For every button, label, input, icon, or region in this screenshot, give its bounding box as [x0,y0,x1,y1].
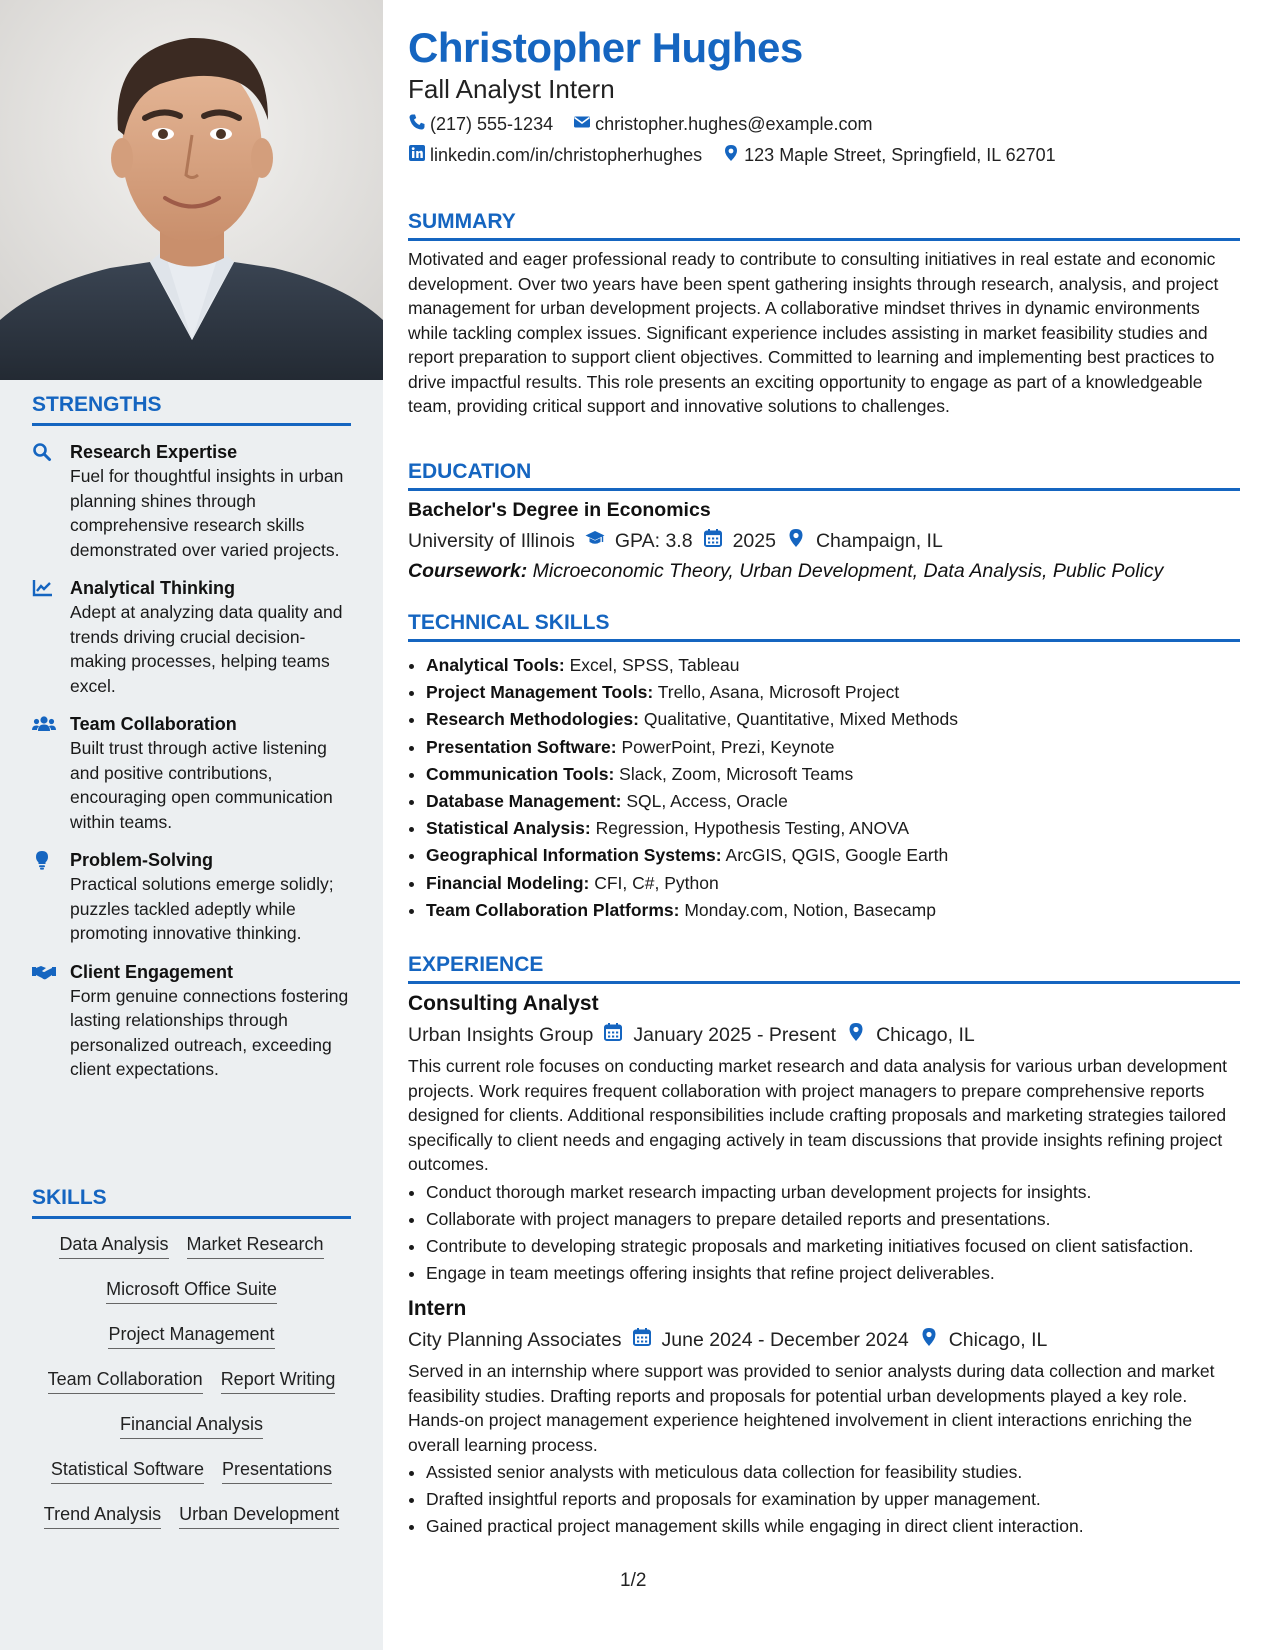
graduation-cap-icon [585,528,605,554]
profile-photo [0,0,383,380]
summary-title: SUMMARY [408,210,1240,241]
skill-value: Trello, Asana, Microsoft Project [657,682,900,703]
skill-label: Project Management Tools: [426,682,654,703]
coursework-list: Microeconomic Theory, Urban Development, Data Analysis, Public Policy [532,560,1164,582]
strength-desc: Built trust through active listening and positive contributions, encouraging open communication within teams. [70,738,333,832]
graduation-year: 2025 [732,529,776,552]
skill-label: Financial Modeling: [426,872,590,893]
job-entry [408,1297,1240,1539]
strengths-title: STRENGTHS [32,393,351,426]
skill-value: Excel, SPSS, Tableau [569,655,740,675]
strength-desc: Practical solutions emerge solidly; puzzles tackled adeptly while promoting innovative thinking. [70,874,334,943]
calendar-icon [632,1327,652,1353]
strength-title: Problem-Solving [70,850,214,870]
skill-value: Regression, Hypothesis Testing, ANOVA [595,818,910,839]
summary-section [408,210,1240,419]
education-title: EDUCATION [408,460,1240,491]
page-number: 1/2 [620,1570,647,1591]
job-bullets [408,1180,1240,1286]
users-icon [32,714,54,734]
company-name: Urban Insights Group [408,1023,594,1046]
job-title: Intern [408,1297,467,1320]
skill-tag: Presentations [222,1456,332,1484]
list-item: • Gained practical project management skills while engaging in direct client interaction. [426,1514,1240,1539]
list-item: • Conduct thorough market research impacting urban development projects for insights. [426,1180,1240,1205]
education-location: Champaign, IL [815,529,943,552]
skill-label: Research Methodologies: [426,709,639,730]
school-name: University of Illinois [408,529,575,552]
candidate-role: Fall Analyst Intern [408,74,615,104]
skill-value: CFI, C#, Python [594,872,719,893]
strength-title: Team Collaboration [70,714,237,734]
strengths-section [32,393,351,1082]
skill-value: Slack, Zoom, Microsoft Teams [619,763,854,784]
skill-tag: Data Analysis [59,1231,168,1259]
list-item [426,679,1240,706]
list-item [426,815,1240,842]
handshake-icon [32,962,54,982]
calendar-icon [703,528,723,554]
skill-tag: Market Research [187,1231,324,1259]
education-meta [408,528,1240,554]
skill-tag: Microsoft Office Suite [106,1276,277,1304]
education-section [408,460,1240,583]
strength-title: Client Engagement [70,961,234,982]
linkedin-icon [408,144,426,167]
phone-number[interactable]: (217) 555-1234 [430,114,554,134]
skill-tag: Team Collaboration [48,1366,203,1394]
strength-desc: Adept at analyzing data quality and trends driving crucial decision-making processes, helping teams excel. [70,602,343,696]
skill-label: Analytical Tools: [426,655,565,675]
list-item [426,734,1240,761]
strength-desc: Fuel for thoughtful insights in urban planning shines through comprehensive research skills demonstrated over varied projects. [70,466,344,560]
skill-tag: Report Writing [221,1366,336,1394]
strength-item [32,440,351,562]
list-item [426,842,1240,869]
job-dates: June 2024 - December 2024 [661,1328,909,1351]
technical-skills-title: TECHNICAL SKILLS [408,611,1240,642]
skills-list [32,1231,351,1546]
contact-row [408,144,1056,167]
list-item: • Assisted senior analysts with meticulous data collection for feasibility studies. [426,1460,1240,1485]
location-icon [846,1022,866,1048]
skills-title: SKILLS [32,1186,351,1219]
strength-item [32,960,351,1082]
skill-value: SQL, Access, Oracle [626,791,788,812]
list-item [426,706,1240,733]
calendar-icon [603,1022,623,1048]
job-title: Consulting Analyst [408,992,599,1015]
degree-title: Bachelor's Degree in Economics [408,499,711,521]
list-item [426,897,1240,924]
email-link[interactable]: christopher.hughes@example.com [595,114,873,134]
job-bullets [408,1460,1240,1539]
strength-item [32,712,351,834]
company-name: City Planning Associates [408,1328,622,1351]
contact-row [408,113,873,136]
skill-tag: Trend Analysis [44,1501,161,1529]
linkedin-link[interactable]: linkedin.com/in/christopherhughes [430,145,703,165]
list-item [426,788,1240,815]
job-location: Chicago, IL [948,1328,1048,1351]
skill-label: Team Collaboration Platforms: [426,899,680,920]
list-item [426,652,1240,679]
list-item: • Engage in team meetings offering insights that refine project deliverables. [426,1261,1240,1286]
skill-label: Presentation Software: [426,736,617,757]
skills-section [32,1186,351,1546]
skill-value: Qualitative, Quantitative, Mixed Methods [643,709,959,730]
location-icon [786,528,806,554]
list-item [426,870,1240,897]
skill-tag: Financial Analysis [120,1411,263,1439]
address-text: 123 Maple Street, Springfield, IL 62701 [744,145,1056,165]
skill-tag: Project Management [108,1321,274,1349]
technical-skills-section [408,611,1240,924]
skill-label: Geographical Information Systems: [426,845,722,866]
candidate-name: Christopher Hughes [408,24,803,71]
job-meta [408,1327,1240,1353]
sidebar [0,0,383,1650]
search-icon [32,442,54,462]
skill-label: Database Management: [426,791,622,812]
list-item: • Drafted insightful reports and proposals for examination by upper management. [426,1487,1240,1512]
skill-tag: Urban Development [179,1501,339,1529]
skill-value: PowerPoint, Prezi, Keynote [621,736,835,757]
strength-title: Research Expertise [70,442,238,462]
lightbulb-icon [32,850,54,870]
coursework [408,560,1240,583]
technical-skills-list [408,652,1240,924]
gpa-text: GPA: 3.8 [614,529,693,552]
list-item: • Contribute to developing strategic proposals and marketing initiatives focused on client satisfaction. [426,1234,1240,1259]
location-icon [722,144,740,167]
skill-label: Communication Tools: [426,763,615,784]
phone-icon [408,113,426,136]
job-dates: January 2025 - Present [633,1023,837,1046]
strength-title: Analytical Thinking [70,578,236,598]
summary-text: Motivated and eager professional ready to contribute to consulting initiatives in real estate and economic development. Over two years have been spent gathering insights through research, analysis, and project management for urban development projects. A collaborative mindset thrives in dynamic environments while tackling complex issues. Significant experience includes assisting in market feasibility studies and report preparation to support client objectives. Committed to learning and implementing best practices to drive impactful results. This role presents an exciting opportunity to engage as part of a knowledgeable team, providing critical support and innovative solutions to challenges. [408,249,1219,416]
strength-desc: Form genuine connections fostering lasting relationships through personalized outreach, exceeding client expectations. [70,985,349,1079]
strength-item [32,576,351,698]
envelope-icon [573,113,591,136]
list-item: • Collaborate with project managers to prepare detailed reports and presentations. [426,1207,1240,1232]
job-description: Served in an internship where support was provided to senior analysts during data collection and market feasibility studies. Drafting reports and proposals for potential urban developments played a key role. Hands-on project management experience heightened involvement in client interactions enriching the overall learning process. [408,1361,1215,1455]
job-meta [408,1022,1240,1048]
list-item [426,761,1240,788]
skill-label: Statistical Analysis: [426,818,591,839]
skill-value: ArcGIS, QGIS, Google Earth [725,845,949,866]
job-location: Chicago, IL [876,1023,975,1046]
experience-section [408,953,1240,1541]
strength-item [32,848,351,946]
experience-title: EXPERIENCE [408,953,1240,984]
location-icon [919,1327,939,1353]
coursework-label: Coursework: [408,560,528,582]
chart-line-icon [32,578,54,598]
skill-value: Monday.com, Notion, Basecamp [684,899,936,920]
skill-tag: Statistical Software [51,1456,204,1484]
job-entry [408,992,1240,1285]
job-description: This current role focuses on conducting market research and data analysis for various urban development projects. Work requires frequent collaboration with project managers to prepare comprehensive reports designed for clients. Additional responsibilities include crafting proposals and marketing strategies tailored specifically to client needs and engaging actively in team discussions that provide insights refining project outcomes. [408,1056,1228,1174]
